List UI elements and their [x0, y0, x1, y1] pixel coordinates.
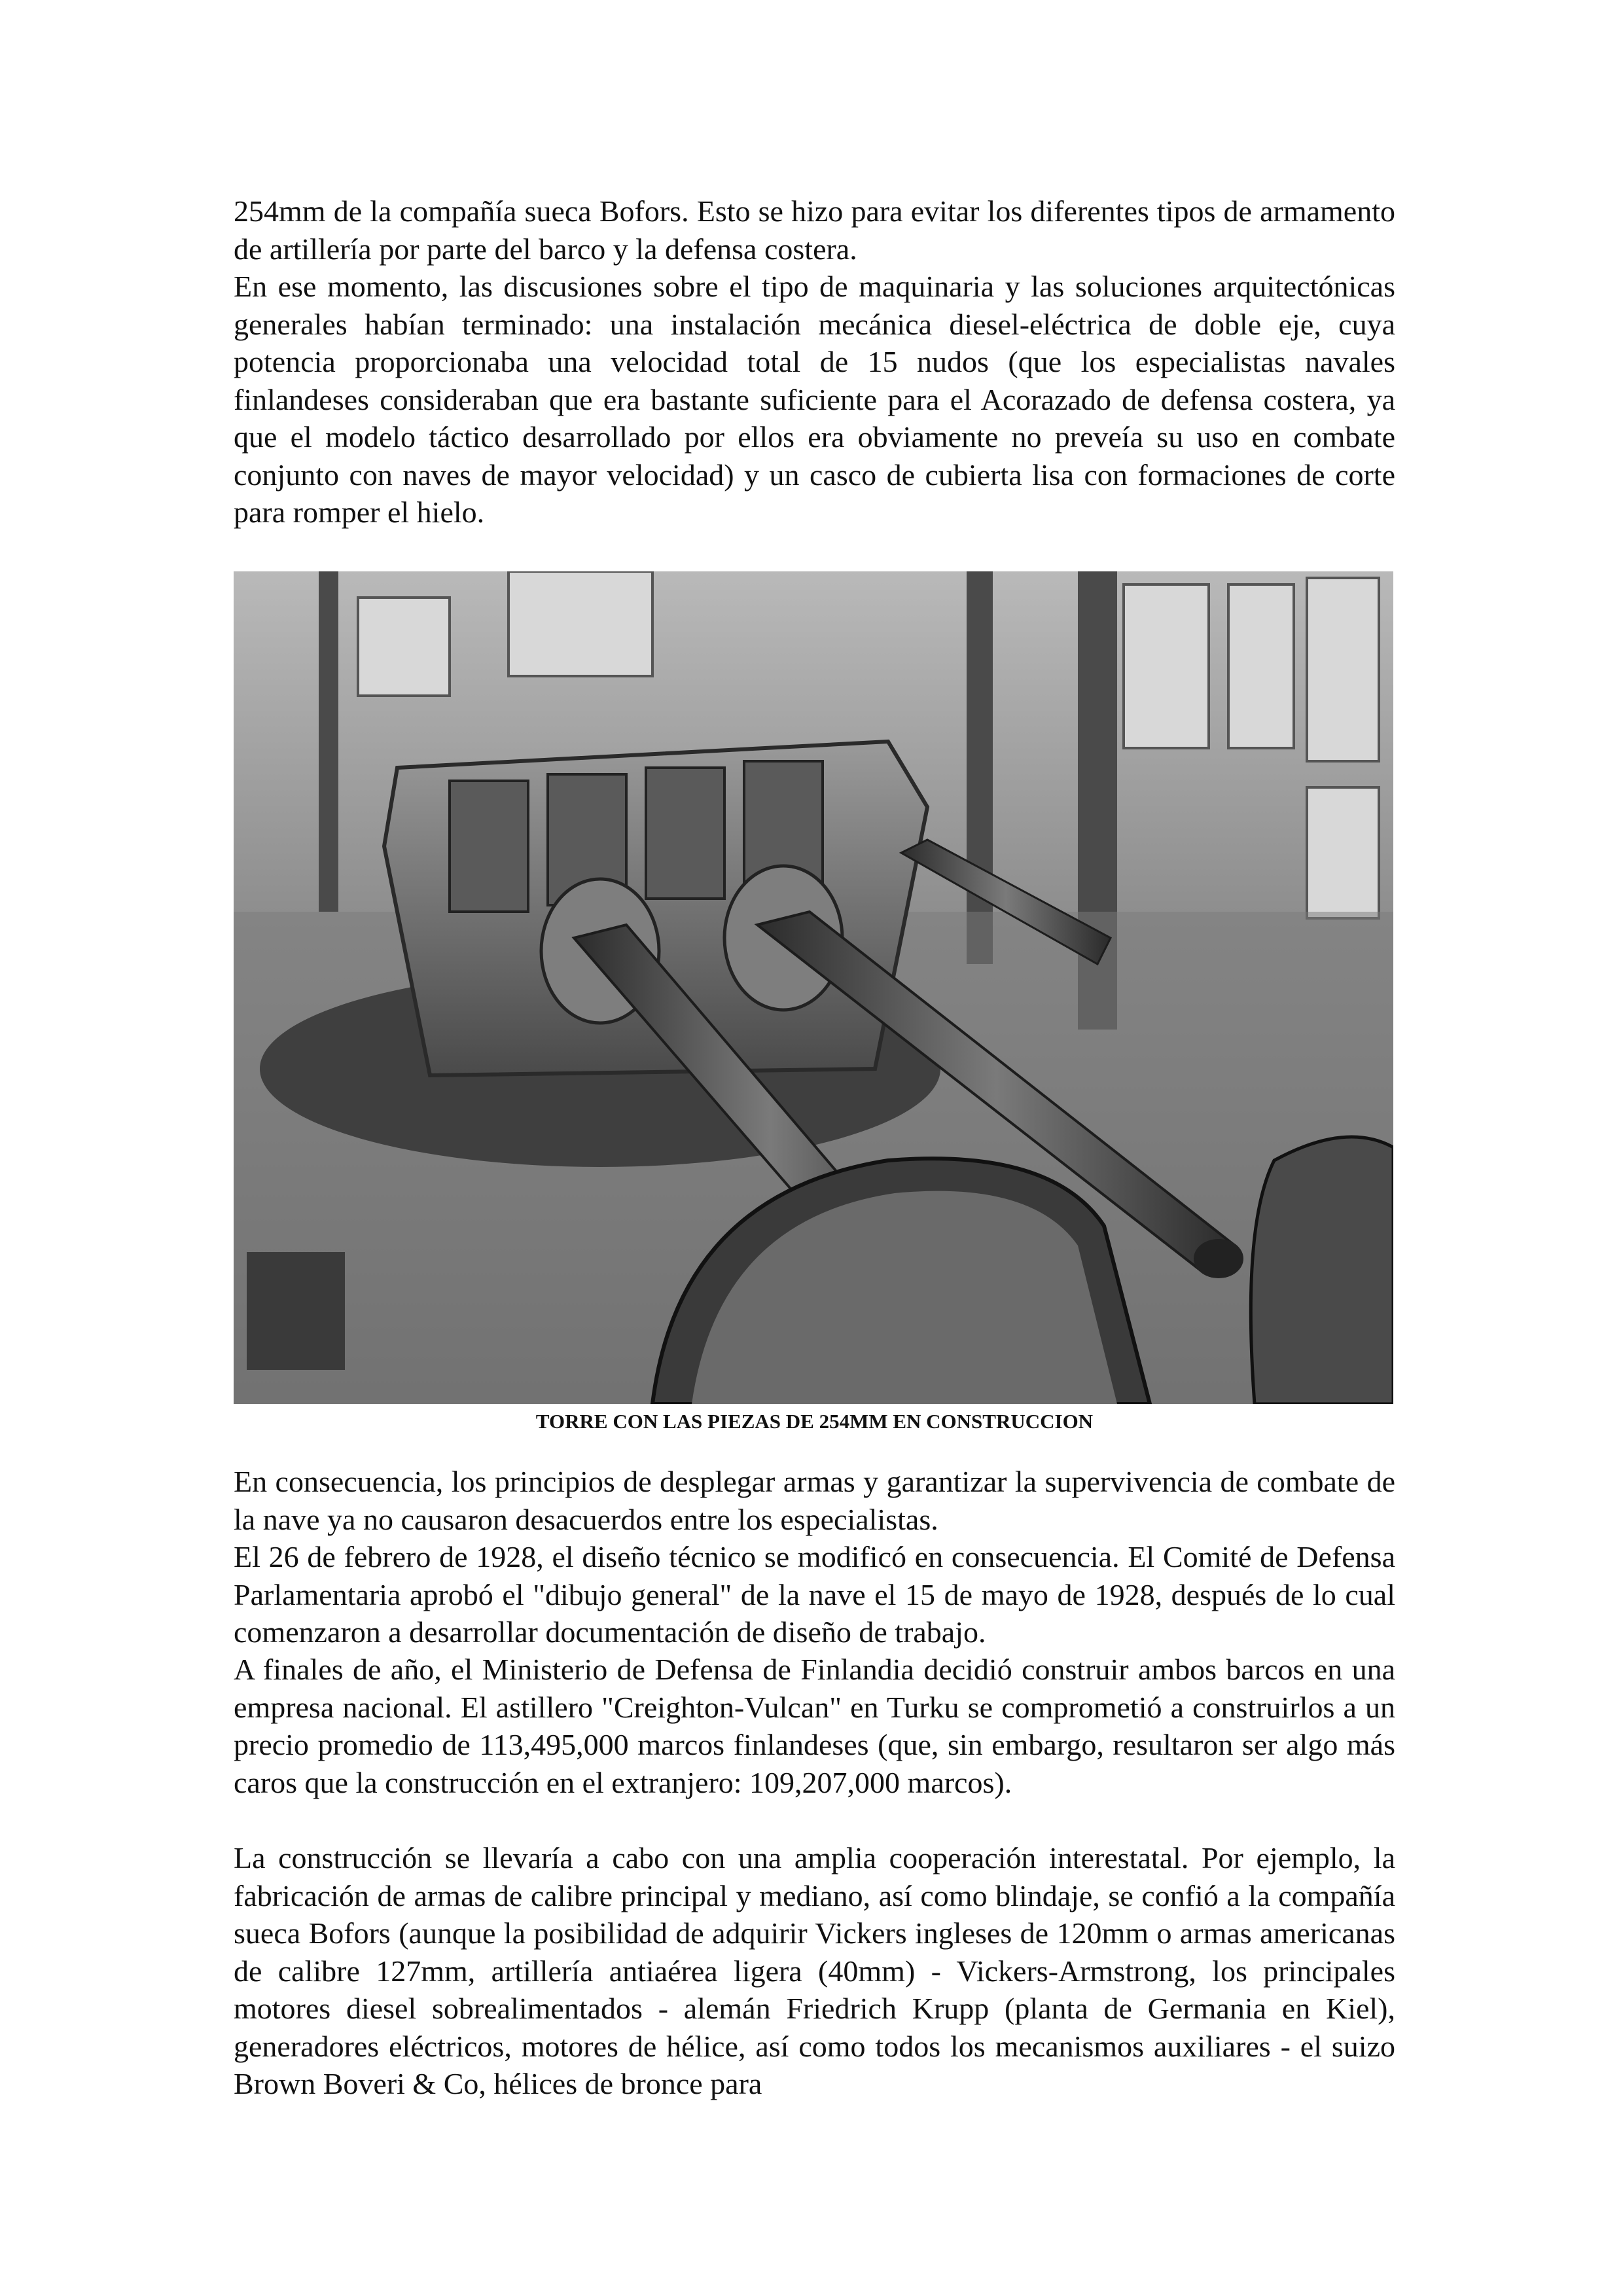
photo-gun-turret — [234, 571, 1393, 1404]
photo-caption: TORRE CON LAS PIEZAS DE 254MM EN CONSTRUCCION — [535, 1410, 1094, 1433]
photo-gun-turret-illustration — [234, 571, 1393, 1404]
paragraph-2: En ese momento, las discusiones sobre el tipo de maquinaria y las soluciones arquitectónicas generales habían terminado: una instalación mecánica diesel-eléctrica de doble eje, cuya potencia proporcionaba una velocidad total de 15 nudos (que los especialistas navales finlandeses consideraban que era bastante suficiente para el Acorazado de defensa costera, ya que el modelo táctico desarrollado por ellos era obviamente no preveía su uso en combate conjunto con naves de mayor velocidad) y un casco de cubierta lisa con formaciones de corte para romper el hielo. — [234, 270, 1395, 529]
paragraph-4: El 26 de febrero de 1928, el diseño técnico se modificó en consecuencia. El Comité de Defensa Parlamentaria aprobó el "dibujo general" de la nave el 15 de mayo de 1928, después de lo cual comenzaron a desarrollar documentación de diseño de trabajo. — [234, 1540, 1395, 1649]
paragraph-5: A finales de año, el Ministerio de Defensa de Finlandia decidió construir ambos barcos en una empresa nacional. El astillero "Creighton-Vulcan" en Turku se comprometió a construirlos a un precio promedio de 113,495,000 marcos finlandeses (que, sin embargo, resultaron ser algo más caros que la construcción en el extranjero: 109,207,000 marcos). — [234, 1653, 1395, 1799]
paragraph-3: En consecuencia, los principios de desplegar armas y garantizar la supervivencia de combate de la nave ya no causaron desacuerdos entre los especialistas. — [234, 1465, 1395, 1536]
paragraph-6: La construcción se llevaría a cabo con una amplia cooperación interestatal. Por ejemplo, la fabricación de armas de calibre principal y mediano, así como blindaje, se confió a la compañía sueca Bofors (aunque la posibilidad de adquirir Vickers ingleses de 120mm o armas americanas de calibre 127mm, artillería antiaérea ligera (40mm) - Vickers-Armstrong, los principales motores diesel sobrealimentados - alemán Friedrich Krupp (planta de Germania en Kiel), generadores eléctricos, motores de hélice, así como todos los mecanismos auxiliares - el suizo Brown Boveri & Co, hélices de bronce para — [234, 1841, 1395, 2100]
paragraph-1: 254mm de la compañía sueca Bofors. Esto se hizo para evitar los diferentes tipos de armamento de artillería por parte del barco y la defensa costera. — [234, 194, 1395, 266]
